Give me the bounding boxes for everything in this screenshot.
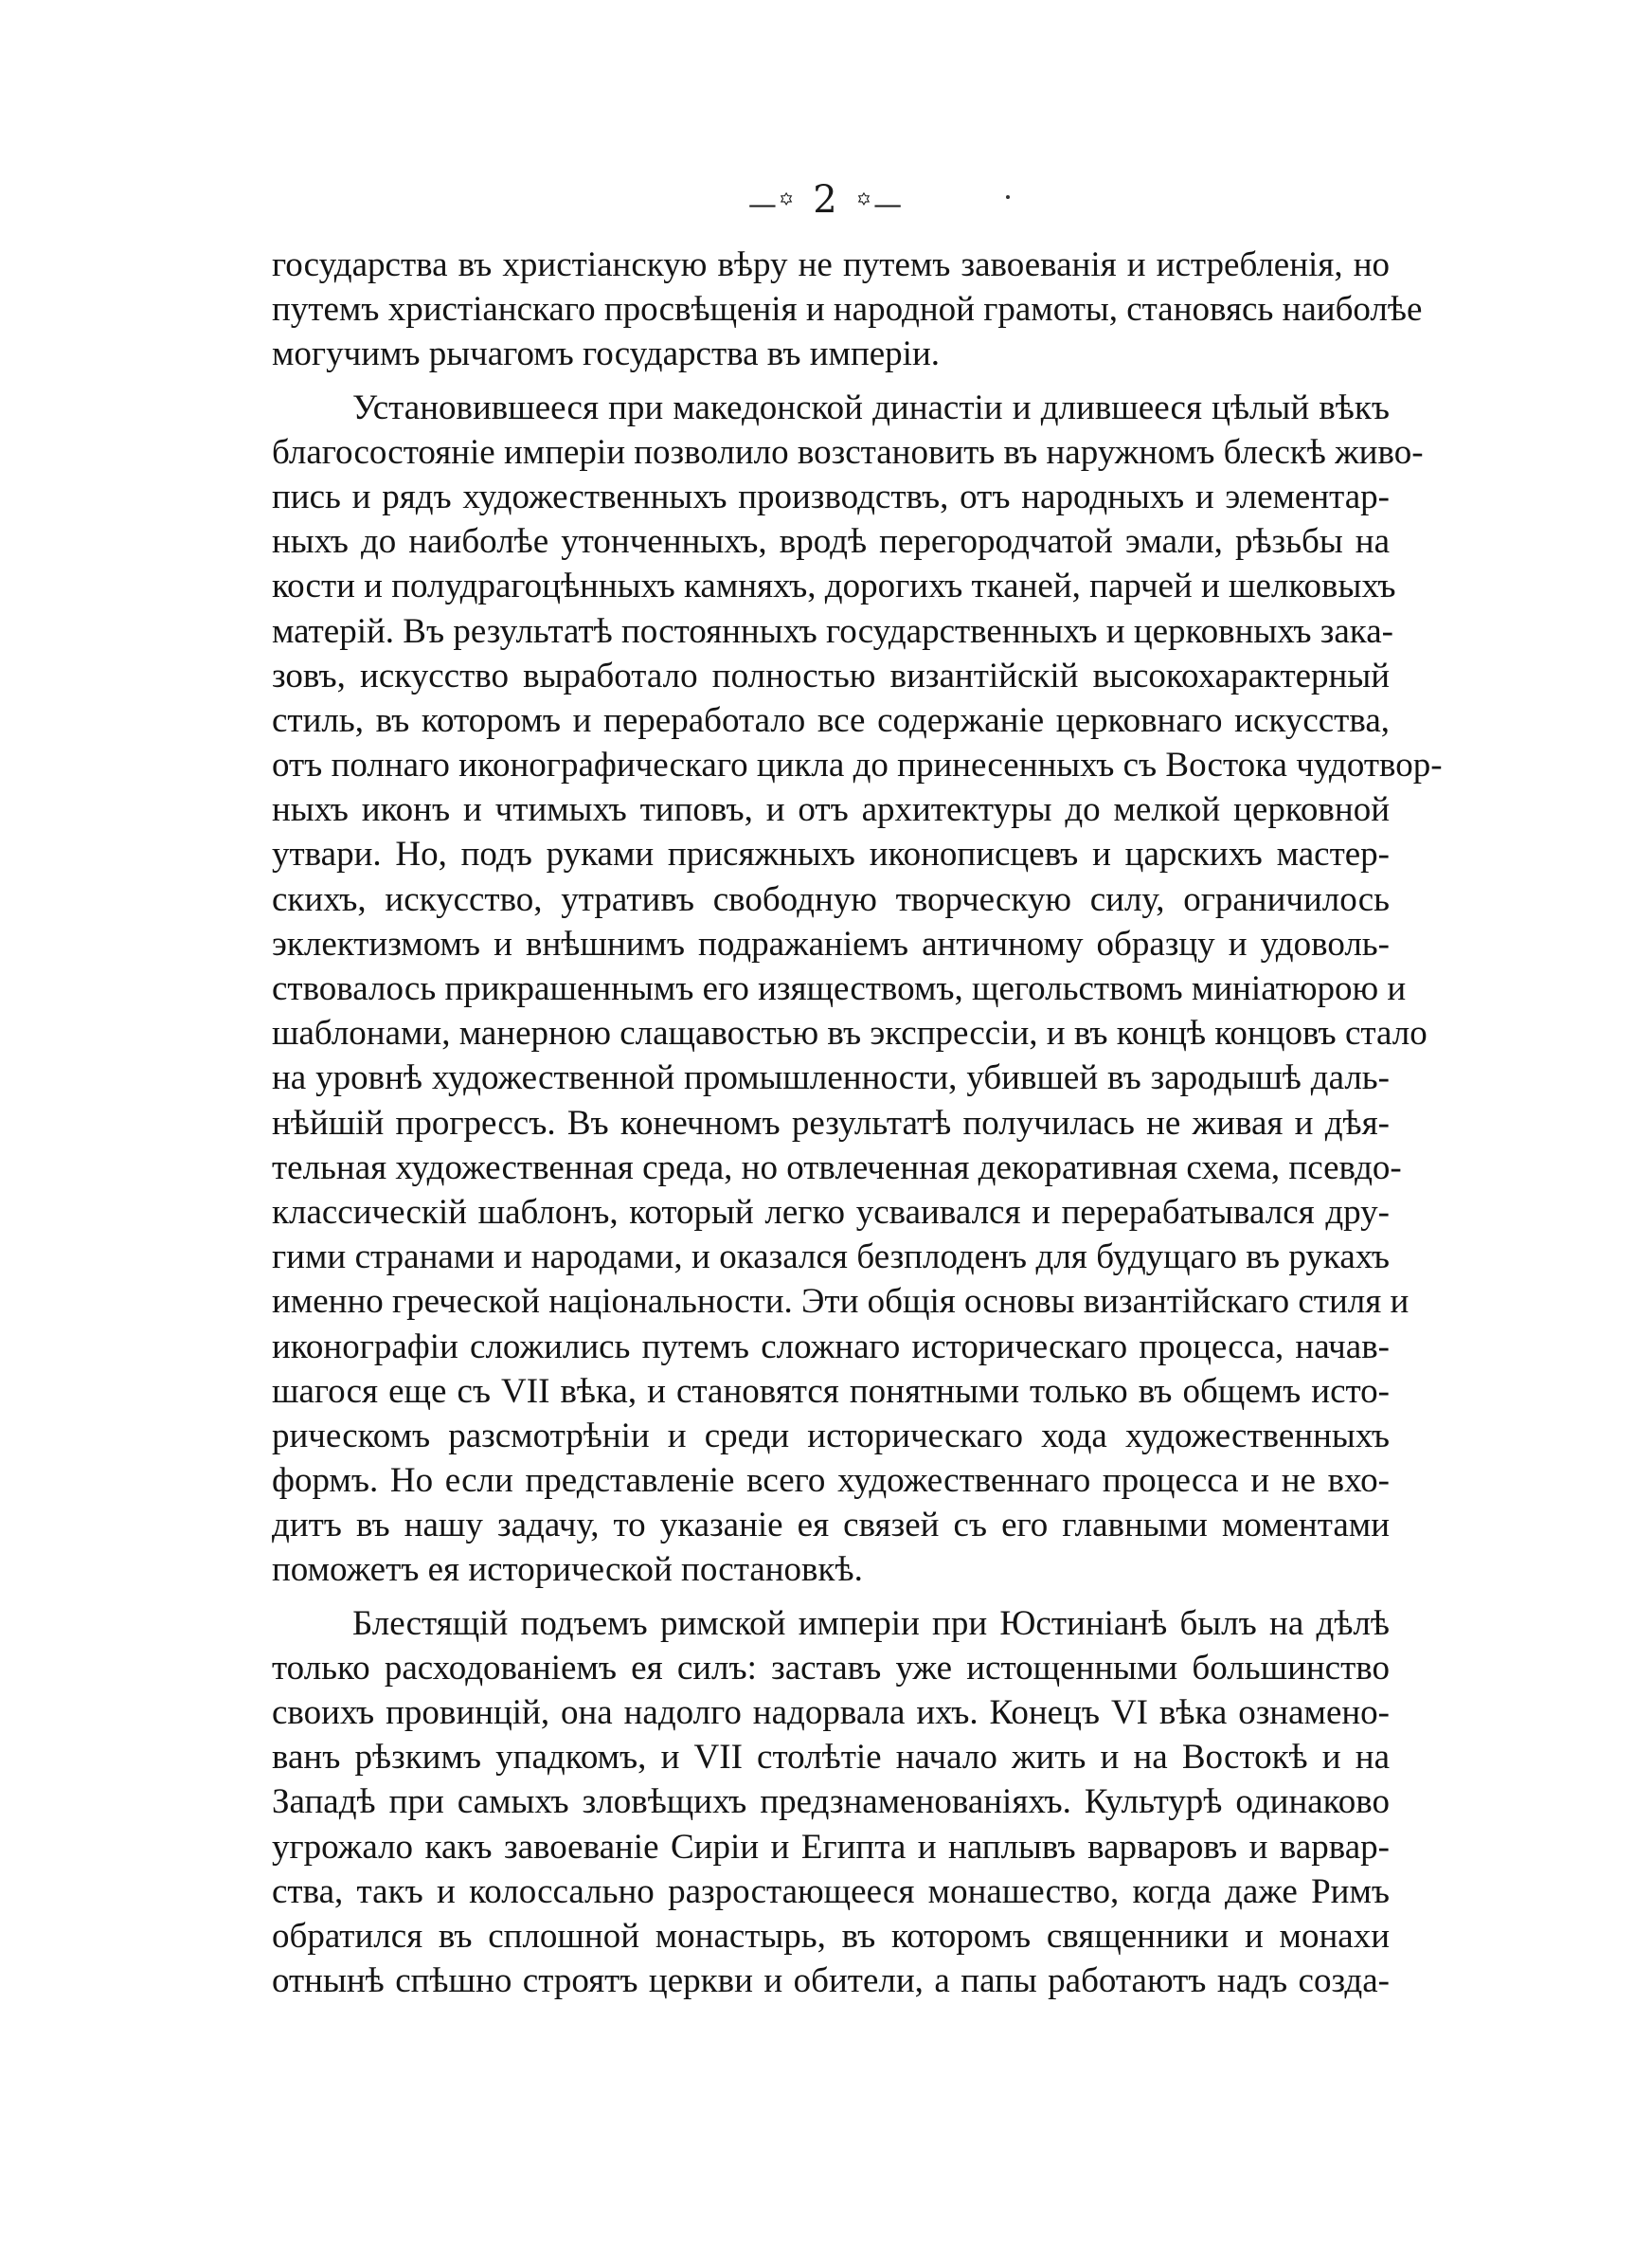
text-line: Западѣ при самыхъ зловѣщихъ предзнаменованіяхъ. Культурѣ одинаково bbox=[272, 1782, 1390, 1822]
text-line: нѣйшій прогрессъ. Въ конечномъ результатѣ получилась не живая и дѣя- bbox=[272, 1103, 1390, 1143]
text-line: гими странами и народами, и оказался безплоденъ для будущаго въ рукахъ bbox=[272, 1237, 1390, 1277]
text-line: иконографіи сложились путемъ сложнаго историческаго процесса, начав- bbox=[272, 1327, 1390, 1366]
text-line: путемъ христіанскаго просвѣщенія и народной грамоты, становясь наиболѣе bbox=[272, 290, 1423, 330]
paragraph-2 bbox=[272, 386, 1443, 1593]
right-ornament: ꙳— bbox=[855, 188, 905, 222]
text-line: пись и рядъ художественныхъ производствъ, отъ народныхъ и элементар- bbox=[272, 477, 1390, 516]
text-line: стиль, въ которомъ и переработало все содержаніе церковнаго искусства, bbox=[272, 700, 1390, 740]
text-line: ствовалось прикрашеннымъ его изяществомъ, щегольствомъ миніатюрою и bbox=[272, 969, 1407, 1008]
text-line: рическомъ разсмотрѣніи и среди историческаго хода художественныхъ bbox=[272, 1416, 1390, 1455]
text-line: скихъ, искусство, утративъ свободную творческую силу, ограничилось bbox=[272, 879, 1390, 919]
text-line: ства, такъ и колоссально разростающееся монашество, когда даже Римъ bbox=[272, 1871, 1390, 1911]
text-line: классическій шаблонъ, который легко усваивался и перерабатывался дру- bbox=[272, 1192, 1390, 1232]
text-line: Блестящій подъемъ римской имперіи при Юстиніанѣ былъ на дѣлѣ bbox=[352, 1603, 1390, 1643]
text-line: ныхъ иконъ и чтимыхъ типовъ, и отъ архитектуры до мелкой церковной bbox=[272, 790, 1390, 830]
text-line: на уровнѣ художественной промышленности, убившей въ зародышѣ даль- bbox=[272, 1058, 1390, 1098]
text-line: утвари. Но, подъ руками присяжныхъ иконописцевъ и царскихъ мастер- bbox=[272, 835, 1390, 875]
text-line: отнынѣ спѣшно строятъ церкви и обители, а папы работаютъ надъ созда- bbox=[272, 1961, 1390, 2001]
page-header bbox=[0, 178, 1652, 223]
text-line: шаблонами, манерною слащавостью въ экспрессіи, и въ концѣ концовъ стало bbox=[272, 1014, 1428, 1054]
text-line: тельная художественная среда, но отвлеченная декоративная схема, псевдо- bbox=[272, 1147, 1402, 1187]
paragraph-3 bbox=[272, 1601, 1390, 2004]
ink-speck bbox=[1006, 195, 1010, 199]
text-line: матерій. Въ результатѣ постоянныхъ государственныхъ и церковныхъ зака- bbox=[272, 611, 1393, 651]
text-line: своихъ провинцій, она надолго надорвала ихъ. Конецъ VI вѣка ознамено- bbox=[272, 1693, 1390, 1732]
text-line: именно греческой національности. Эти общія основы византійскаго стиля и bbox=[272, 1282, 1410, 1322]
text-line: эклектизмомъ и внѣшнимъ подражаніемъ античному образцу и удоволь- bbox=[272, 924, 1390, 964]
left-ornament: —꙳ bbox=[747, 188, 797, 222]
body-text bbox=[272, 243, 1443, 2012]
page-number: 2 bbox=[813, 178, 839, 222]
text-line: могучимъ рычагомъ государства въ имперіи. bbox=[272, 334, 941, 374]
text-line: обратился въ сплошной монастырь, въ которомъ священники и монахи bbox=[272, 1916, 1390, 1956]
paragraph-1 bbox=[272, 243, 1423, 377]
text-line: отъ полнаго иконографическаго цикла до принесенныхъ съ Востока чудотвор- bbox=[272, 746, 1443, 785]
text-line: поможетъ ея исторической постановкѣ. bbox=[272, 1550, 863, 1590]
text-line: угрожало какъ завоеваніе Сиріи и Египта и наплывъ варваровъ и варвар- bbox=[272, 1827, 1390, 1867]
text-line: шагося еще съ VII вѣка, и становятся понятными только въ общемъ исто- bbox=[272, 1371, 1390, 1411]
text-line: ныхъ до наиболѣе утонченныхъ, вродѣ перегородчатой эмали, рѣзьбы на bbox=[272, 522, 1390, 562]
text-line: Установившееся при македонской династіи и длившееся цѣлый вѣкъ bbox=[352, 388, 1390, 427]
text-line: формъ. Но если представленіе всего художественнаго процесса и не вхо- bbox=[272, 1461, 1390, 1501]
text-line: государства въ христіанскую вѣру не путемъ завоеванія и истребленія, но bbox=[272, 245, 1390, 284]
text-line: зовъ, искусство выработало полностью византійскій высокохарактерный bbox=[272, 656, 1390, 695]
text-line: только расходованіемъ ея силъ: заставъ уже истощенными большинство bbox=[272, 1648, 1390, 1688]
text-line: кости и полудрагоцѣнныхъ камняхъ, дорогихъ тканей, парчей и шелковыхъ bbox=[272, 567, 1396, 606]
text-line: благосостояніе имперіи позволило возстановить въ наружномъ блескѣ живо- bbox=[272, 432, 1424, 472]
text-line: дитъ въ нашу задачу, то указаніе ея связей съ его главными моментами bbox=[272, 1506, 1390, 1545]
text-line: ванъ рѣзкимъ упадкомъ, и VII столѣтіе начало жить и на Востокѣ и на bbox=[272, 1738, 1390, 1778]
